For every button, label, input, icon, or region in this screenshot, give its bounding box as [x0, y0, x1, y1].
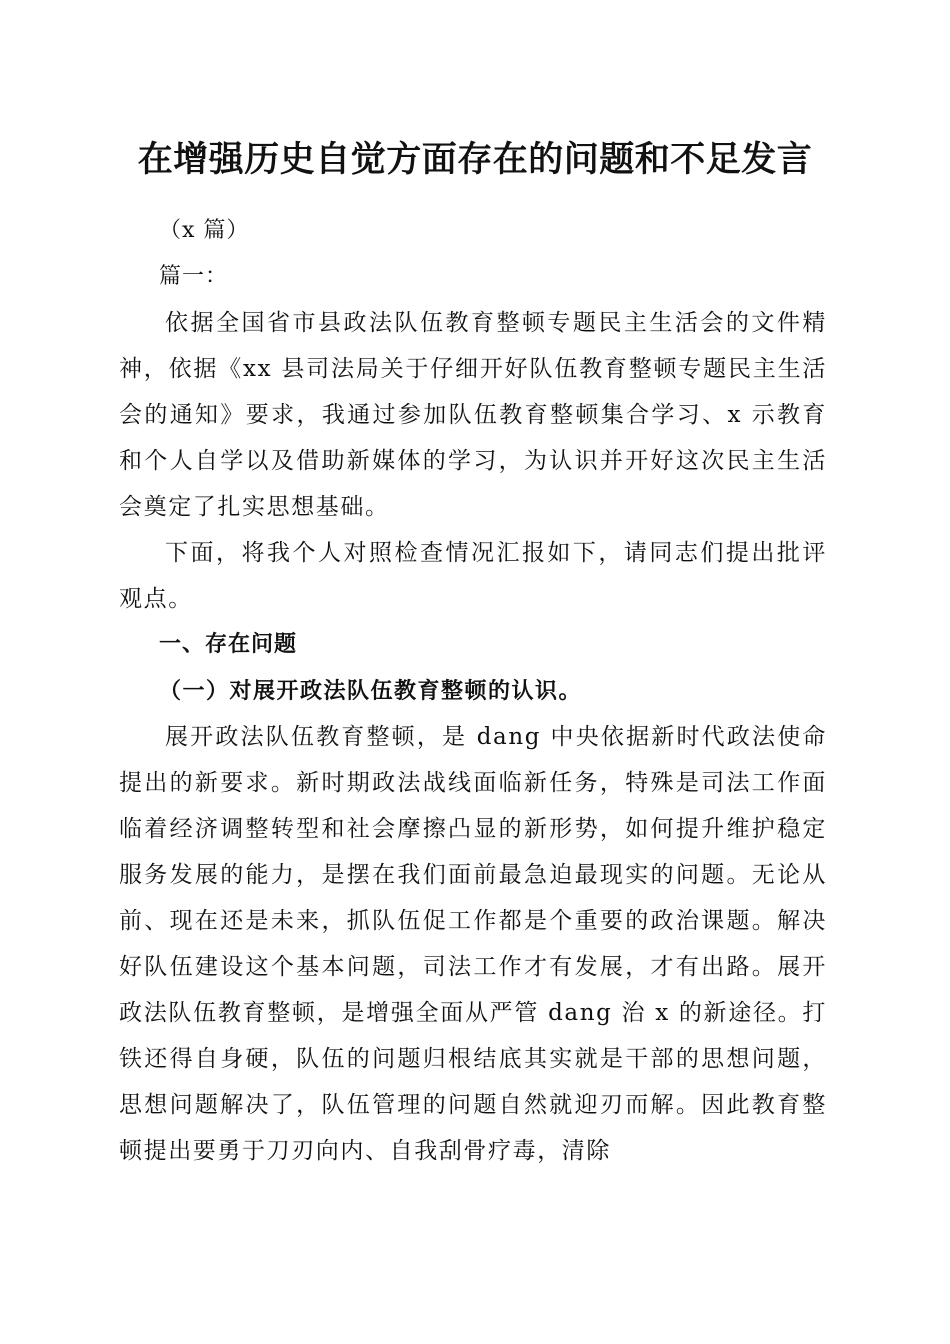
intro-paragraph: 依据全国省市县政法队伍教育整顿专题民主生活会的文件精神，依据《xx 县司法局关于仔细开好队伍教育整顿专题民主生活会的通知》要求，我通过参加队伍教育整顿集合学习、x 示教育和个人自学以及借助新媒体的学习，为认识并开好这次民主生活会奠定了扎实思想基础。	[119, 310, 827, 520]
part-label: 篇一：	[159, 264, 229, 289]
subsection-heading-understanding: （一）对展开政法队伍教育整顿的认识。	[159, 678, 583, 704]
document-title: 在增强历史自觉方面存在的问题和不足发言	[137, 139, 813, 180]
understanding-paragraph: 展开政法队伍教育整顿，是 dang 中央依据新时代政法使命提出的新要求。新时期政法战线面临新任务，特殊是司法工作面临着经济调整转型和社会摩擦凸显的新形势，如何提升维护稳定服务发展的能力，是摆在我们面前最急迫最现实的问题。无论从前、现在还是未来，抓队伍促工作都是个重要的政治课题。解决好队伍建设这个基本问题，司法工作才有发展，才有出路。展开政法队伍教育整顿，是增强全面从严管 dang 治 x 的新途径。打铁还得自身硬，队伍的问题归根结底其实就是干部的思想问题，思想问题解决了，队伍管理的问题自然就迎刃而解。因此教育整顿提出要勇于刀刃向内、自我刮骨疗毒，清除	[119, 724, 827, 1164]
document-body	[119, 208, 827, 1174]
count-note: （x 篇）	[159, 218, 250, 243]
report-paragraph: 下面，将我个人对照检查情况汇报如下，请同志们提出批评观点。	[119, 540, 827, 612]
section-heading-problems: 一、存在问题	[159, 632, 298, 657]
